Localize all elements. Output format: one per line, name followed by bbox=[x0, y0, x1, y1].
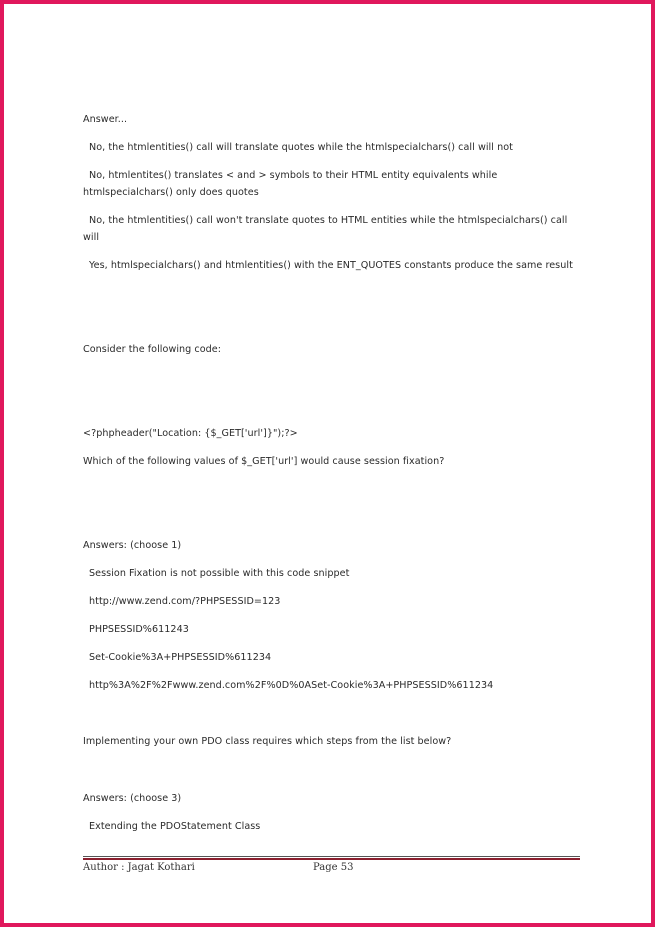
answer-option: No, the htmlentities() call will translate quotes while the htmlspecialchars() call will not bbox=[89, 142, 513, 153]
question-intro: Consider the following code: bbox=[83, 344, 222, 355]
answer-option: Session Fixation is not possible with this code snippet bbox=[89, 568, 350, 579]
footer-page-number: Page 53 bbox=[313, 862, 354, 873]
answer-label: Answer... bbox=[83, 114, 128, 125]
answer-option: PHPSESSID%611243 bbox=[89, 624, 189, 635]
answer-option: No, htmlentites() translates < and > symbols to their HTML entity equivalents while htmlspecialchars() only does quotes bbox=[83, 170, 498, 198]
answer-option: Extending the PDOStatement Class bbox=[89, 821, 261, 832]
footer-rule-accent bbox=[83, 858, 580, 860]
code-snippet: <?phpheader("Location: {$_GET['url']}");?> bbox=[83, 428, 298, 439]
answer-option: Set-Cookie%3A+PHPSESSID%611234 bbox=[89, 652, 272, 663]
answer-option: No, the htmlentities() call won't translate quotes to HTML entities while the htmlspecialchars() call will bbox=[83, 215, 568, 243]
answer-label: Answers: (choose 3) bbox=[83, 793, 182, 804]
footer-author: Author : Jagat Kothari bbox=[83, 862, 195, 873]
answer-label: Answers: (choose 1) bbox=[83, 540, 182, 551]
answer-option: Yes, htmlspecialchars() and htmlentities() with the ENT_QUOTES constants produce the same result bbox=[89, 260, 573, 271]
answer-option: http%3A%2F%2Fwww.zend.com%2F%0D%0ASet-Cookie%3A+PHPSESSID%611234 bbox=[89, 680, 494, 691]
footer-rule bbox=[83, 856, 580, 857]
question-text: Implementing your own PDO class requires which steps from the list below? bbox=[83, 736, 452, 747]
question-text: Which of the following values of $_GET['url'] would cause session fixation? bbox=[83, 456, 445, 467]
answer-option: http://www.zend.com/?PHPSESSID=123 bbox=[89, 596, 281, 607]
